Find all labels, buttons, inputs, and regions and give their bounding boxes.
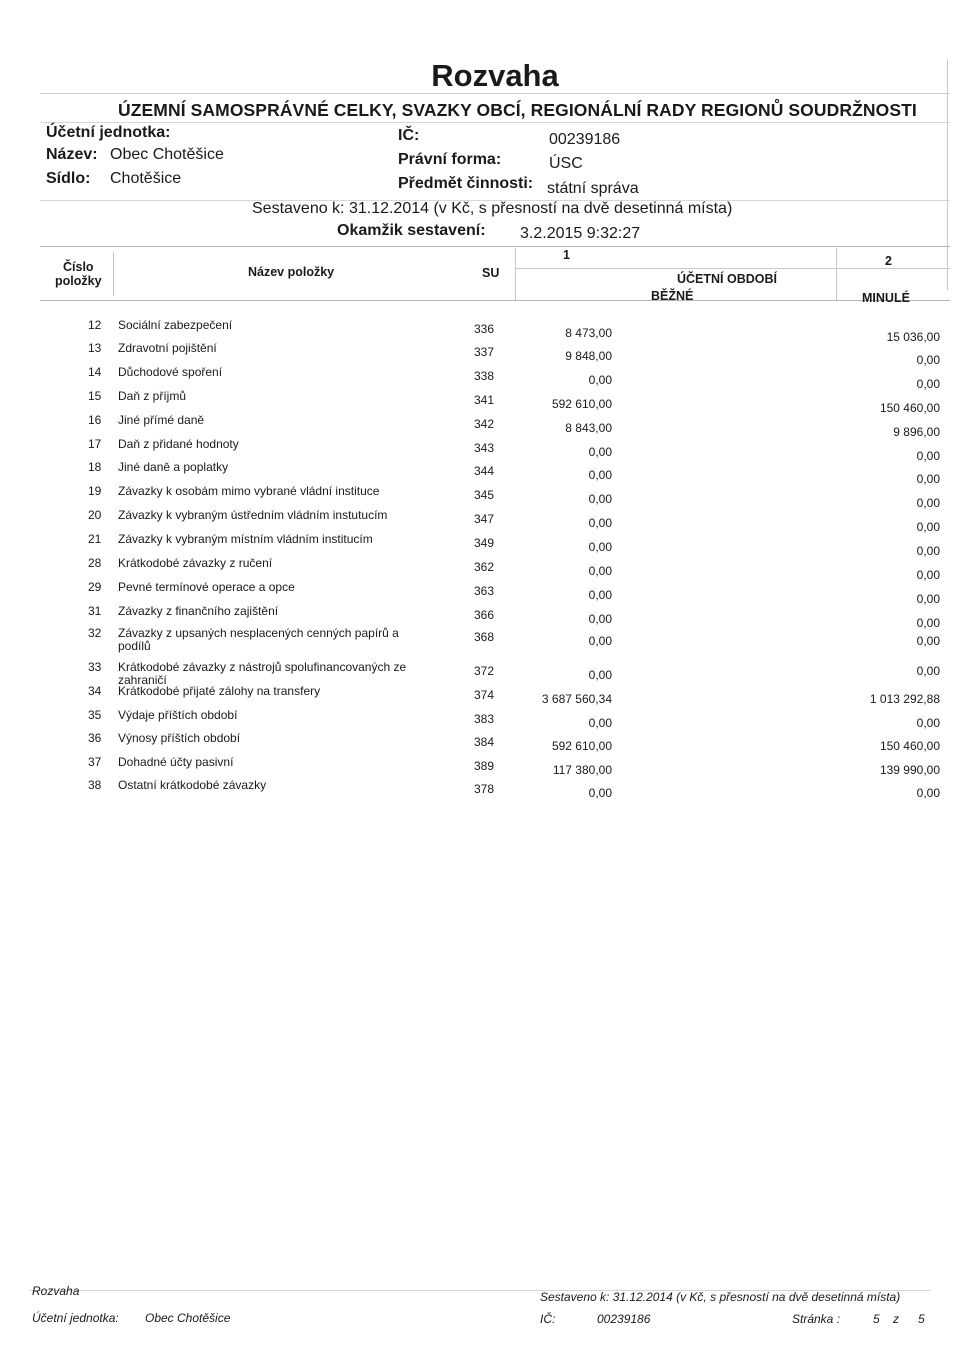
row-minule-value: 0,00 xyxy=(916,568,940,582)
row-name: Závazky k osobám mimo vybrané vládní instituce xyxy=(118,484,380,498)
footer-ucetni-value: Obec Chotěšice xyxy=(145,1311,231,1325)
row-number: 34 xyxy=(88,684,102,698)
report-subtitle: ÚZEMNÍ SAMOSPRÁVNÉ CELKY, SVAZKY OBCÍ, REGIONÁLNÍ RADY REGIONŮ SOUDRŽNOSTI xyxy=(118,100,917,120)
sidlo-label: Sídlo: xyxy=(46,170,91,187)
row-bezne-value: 3 687 560,34 xyxy=(541,692,612,706)
row-minule-value: 0,00 xyxy=(916,616,940,630)
row-minule-value: 0,00 xyxy=(916,472,940,486)
footer-stranka-total: 5 xyxy=(918,1312,925,1326)
row-bezne-value: 8 843,00 xyxy=(565,421,612,435)
nazev-label: Název: xyxy=(46,146,98,163)
row-su: 368 xyxy=(474,630,495,644)
row-bezne-value: 0,00 xyxy=(588,668,612,682)
footer-ic-label: IČ: xyxy=(540,1312,556,1326)
row-bezne-value: 0,00 xyxy=(588,612,612,626)
predmet-cinnosti-value: státní správa xyxy=(547,180,639,197)
row-number: 35 xyxy=(88,708,102,722)
header-col2: 2 xyxy=(885,254,892,268)
row-name: Krátkodobé přijaté zálohy na transfery xyxy=(118,684,321,698)
row-name: Daň z přidané hodnoty xyxy=(118,437,239,451)
row-minule-value: 0,00 xyxy=(916,496,940,510)
row-su: 343 xyxy=(474,441,495,455)
row-minule-value: 150 460,00 xyxy=(879,401,940,415)
footer-sestaveno: Sestaveno k: 31.12.2014 (v Kč, s přesností na dvě desetinná místa) xyxy=(540,1290,901,1304)
header-nazev-polozky: Název položky xyxy=(248,265,335,279)
row-number: 21 xyxy=(88,532,102,546)
row-number: 19 xyxy=(88,484,102,498)
row-bezne-value: 592 610,00 xyxy=(551,739,612,753)
header-bezne: BĚŽNÉ xyxy=(651,289,694,303)
sidlo-value: Chotěšice xyxy=(110,170,182,187)
row-minule-value: 15 036,00 xyxy=(886,330,940,344)
row-su: 338 xyxy=(474,369,495,383)
row-number: 28 xyxy=(88,556,102,570)
row-minule-value: 0,00 xyxy=(916,634,940,648)
row-number: 13 xyxy=(88,341,102,355)
row-su: 347 xyxy=(474,512,495,526)
row-minule-value: 1 013 292,88 xyxy=(869,692,940,706)
header-su: SU xyxy=(482,266,500,280)
row-minule-value: 9 896,00 xyxy=(893,425,940,439)
row-minule-value: 0,00 xyxy=(916,544,940,558)
row-su: 342 xyxy=(474,417,495,431)
row-su: 344 xyxy=(474,464,495,478)
row-name: Pevné termínové operace a opce xyxy=(118,580,295,594)
predmet-cinnosti-label: Předmět činnosti: xyxy=(398,175,534,192)
row-name: Závazky z finančního zajištění xyxy=(118,604,279,618)
row-minule-value: 150 460,00 xyxy=(879,739,940,753)
header-ucetni-obdobi: ÚČETNÍ OBDOBÍ xyxy=(677,272,777,286)
row-name: Závazky z upsaných nesplacených cenných papírů a xyxy=(118,626,399,640)
ic-value: 00239186 xyxy=(549,131,621,148)
row-number: 12 xyxy=(88,318,102,332)
row-name: Dohadné účty pasivní xyxy=(118,755,234,769)
row-su: 336 xyxy=(474,322,495,336)
row-bezne-value: 0,00 xyxy=(588,373,612,387)
row-su: 345 xyxy=(474,488,495,502)
row-su: 366 xyxy=(474,608,495,622)
row-su: 374 xyxy=(474,688,495,702)
row-name: Krátkodobé závazky z ručení xyxy=(118,556,273,570)
row-number: 33 xyxy=(88,660,102,674)
row-name: Výnosy příštích období xyxy=(118,731,241,745)
row-minule-value: 0,00 xyxy=(916,716,940,730)
row-number: 16 xyxy=(88,413,102,427)
header-polozky: položky xyxy=(55,274,102,288)
row-name: Krátkodobé závazky z nástrojů spolufinancovaných ze xyxy=(118,660,407,674)
row-bezne-value: 592 610,00 xyxy=(551,397,612,411)
row-bezne-value: 0,00 xyxy=(588,786,612,800)
row-bezne-value: 0,00 xyxy=(588,634,612,648)
row-number: 31 xyxy=(88,604,102,618)
pravni-forma-value: ÚSC xyxy=(549,155,583,172)
row-number: 14 xyxy=(88,365,102,379)
header-minule: MINULÉ xyxy=(862,291,910,305)
nazev-value: Obec Chotěšice xyxy=(110,146,224,163)
row-su: 363 xyxy=(474,584,495,598)
row-su: 362 xyxy=(474,560,495,574)
row-minule-value: 139 990,00 xyxy=(879,763,940,777)
row-name: Zdravotní pojištění xyxy=(118,341,217,355)
header-cislo: Číslo xyxy=(63,260,94,274)
page-title: Rozvaha xyxy=(431,58,559,93)
row-name: Jiné daně a poplatky xyxy=(118,460,229,474)
row-number: 38 xyxy=(88,778,102,792)
row-bezne-value: 9 848,00 xyxy=(565,349,612,363)
footer-stranka-label: Stránka : xyxy=(792,1312,841,1326)
row-bezne-value: 0,00 xyxy=(588,445,612,459)
row-name: Výdaje příštích období xyxy=(118,708,238,722)
row-bezne-value: 0,00 xyxy=(588,564,612,578)
row-minule-value: 0,00 xyxy=(916,520,940,534)
okamzik-value: 3.2.2015 9:32:27 xyxy=(520,225,641,242)
ic-label: IČ: xyxy=(398,127,420,144)
footer-ucetni-label: Účetní jednotka: xyxy=(32,1311,119,1325)
row-number: 15 xyxy=(88,389,102,403)
row-name: Daň z příjmů xyxy=(118,389,187,403)
row-name: Závazky k vybraným místním vládním institucím xyxy=(118,532,373,546)
row-name: Ostatní krátkodobé závazky xyxy=(118,778,267,792)
row-minule-value: 0,00 xyxy=(916,377,940,391)
row-bezne-value: 117 380,00 xyxy=(552,763,612,777)
row-su: 389 xyxy=(474,759,495,773)
row-number: 20 xyxy=(88,508,102,522)
row-name: Závazky k vybraným ústředním vládním instutucím xyxy=(118,508,388,522)
row-name: Důchodové spoření xyxy=(118,365,223,379)
row-bezne-value: 0,00 xyxy=(588,716,612,730)
row-bezne-value: 0,00 xyxy=(588,588,612,602)
pravni-forma-label: Právní forma: xyxy=(398,151,502,168)
sestaveno-text: Sestaveno k: 31.12.2014 (v Kč, s přesností na dvě desetinná místa) xyxy=(252,200,733,217)
row-name-continued: podílů xyxy=(118,639,151,653)
row-su: 337 xyxy=(474,345,495,359)
header-col1: 1 xyxy=(563,248,570,262)
ucetni-jednotka-label: Účetní jednotka: xyxy=(46,124,171,141)
row-number: 17 xyxy=(88,437,102,451)
footer-stranka-z: z xyxy=(893,1312,899,1326)
row-name-continued: zahraničí xyxy=(118,673,167,687)
row-su: 383 xyxy=(474,712,495,726)
row-number: 36 xyxy=(88,731,102,745)
row-su: 384 xyxy=(474,735,495,749)
row-bezne-value: 8 473,00 xyxy=(565,326,612,340)
row-name: Sociální zabezpečení xyxy=(118,318,233,332)
row-name: Jiné přímé daně xyxy=(118,413,205,427)
row-minule-value: 0,00 xyxy=(916,592,940,606)
row-minule-value: 0,00 xyxy=(916,664,940,678)
footer-ic-value: 00239186 xyxy=(597,1312,651,1326)
row-minule-value: 0,00 xyxy=(916,353,940,367)
row-su: 349 xyxy=(474,536,495,550)
row-bezne-value: 0,00 xyxy=(588,492,612,506)
row-su: 378 xyxy=(474,782,495,796)
row-number: 32 xyxy=(88,626,102,640)
footer-title: Rozvaha xyxy=(32,1284,80,1298)
row-bezne-value: 0,00 xyxy=(588,468,612,482)
row-number: 18 xyxy=(88,460,102,474)
row-su: 372 xyxy=(474,664,495,678)
row-minule-value: 0,00 xyxy=(916,449,940,463)
row-number: 37 xyxy=(88,755,102,769)
row-bezne-value: 0,00 xyxy=(588,516,612,530)
okamzik-label: Okamžik sestavení: xyxy=(337,222,486,239)
footer-stranka-current: 5 xyxy=(873,1312,880,1326)
row-bezne-value: 0,00 xyxy=(588,540,612,554)
row-su: 341 xyxy=(474,393,495,407)
row-number: 29 xyxy=(88,580,102,594)
row-minule-value: 0,00 xyxy=(916,786,940,800)
